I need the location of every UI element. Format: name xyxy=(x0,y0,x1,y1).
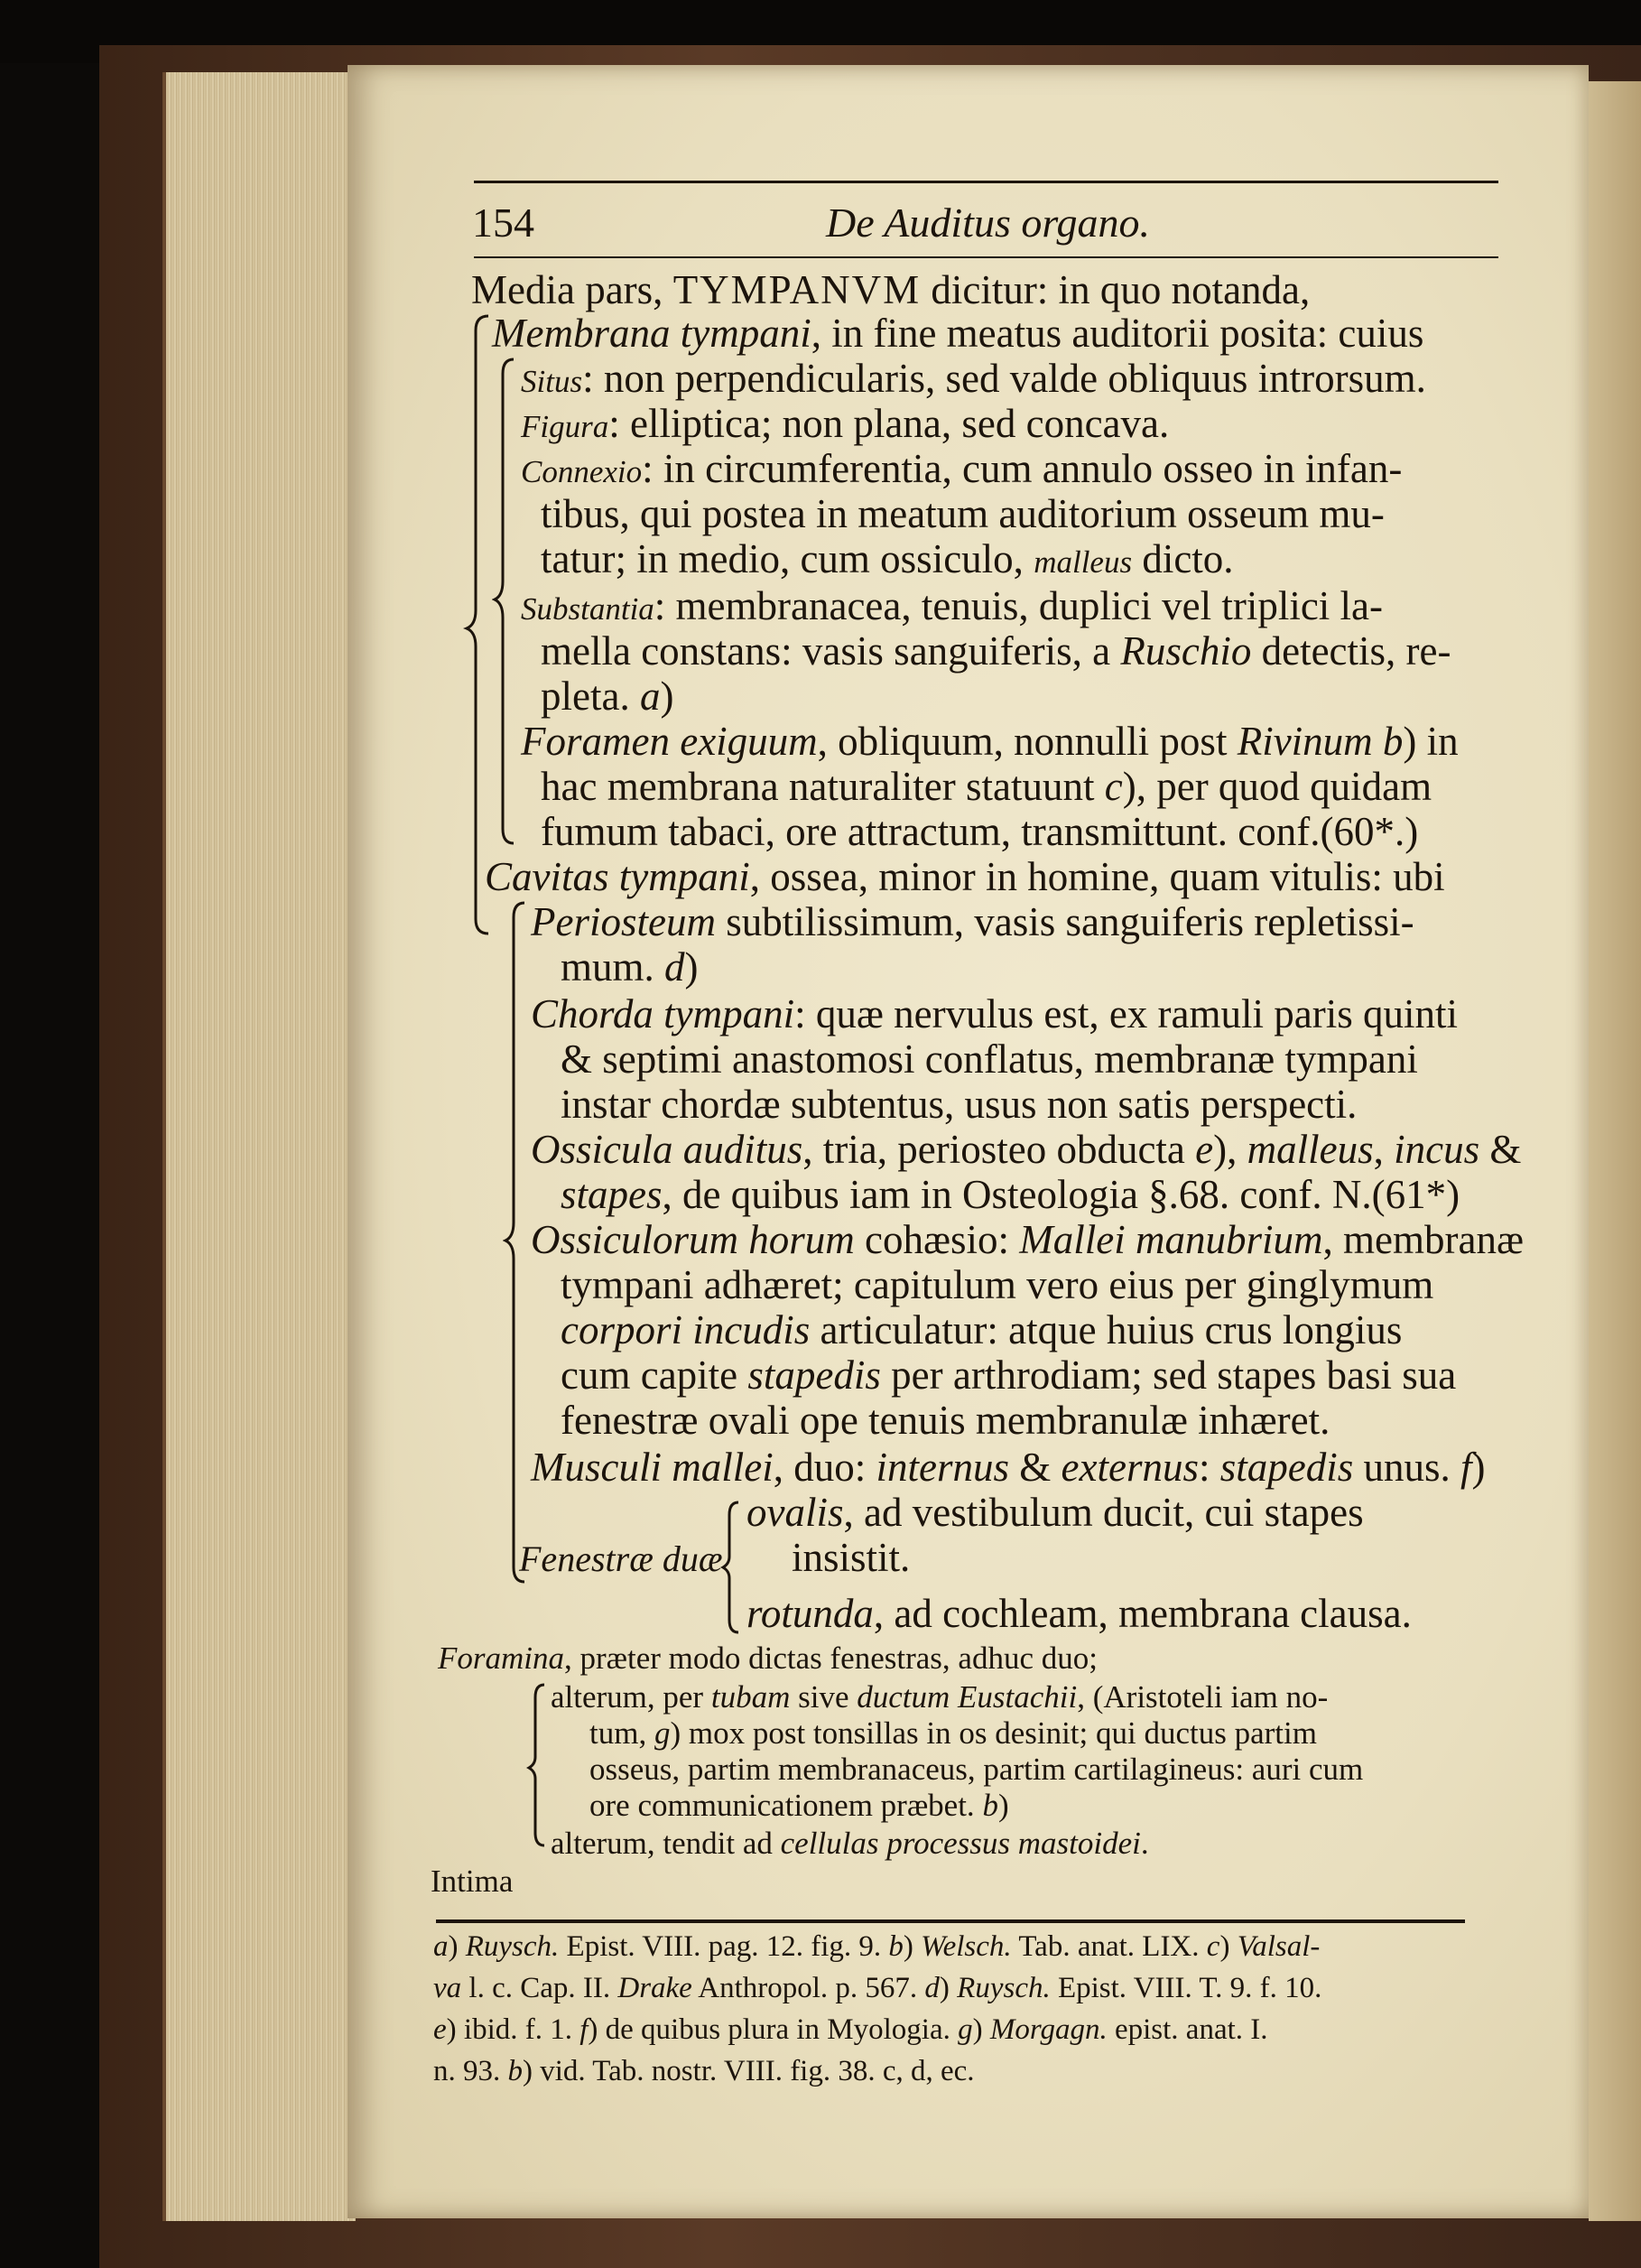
cavitas-head: Cavitas tympani, ossea, minor in homine, quam vitulis: ubi xyxy=(485,854,1445,899)
substantia-line-1: Substantia: membranacea, tenuis, duplici vel triplici la- xyxy=(521,583,1384,628)
footnote-line-1: a) Ruysch. Epist. VIII. pag. 12. fig. 9. b) Welsch. Tab. anat. LIX. c) Valsal- xyxy=(433,1930,1321,1963)
situs-line: Situs: non perpendicularis, sed valde obliquus introrsum. xyxy=(521,356,1426,401)
cohaesio-line-4: cum capite stapedis per arthrodiam; sed stapes basi sua xyxy=(561,1352,1457,1398)
chorda-line-1: Chorda tympani: quæ nervulus est, ex ramuli paris quinti xyxy=(531,991,1458,1036)
membrana-brace xyxy=(492,356,519,847)
membrana-head: Membrana tympani, in fine meatus auditorii posita: cuius xyxy=(492,311,1424,356)
periosteum-line-2: mum. d) xyxy=(561,944,699,990)
foramina-alterum-1-line-3: osseus, partim membranaceus, partim cartilagineus: auri cum xyxy=(589,1752,1364,1787)
major-brace xyxy=(463,312,494,937)
page-edges xyxy=(162,72,356,2221)
foramina-alterum-1-line-1: alterum, per tubam sive ductum Eustachii, (Aristoteli iam no- xyxy=(551,1679,1329,1715)
foramina-brace xyxy=(526,1681,550,1849)
book-page xyxy=(348,65,1589,2218)
substantia-line-2: mella constans: vasis sanguiferis, a Ruschio detectis, re- xyxy=(541,628,1451,674)
foramen-line-1: Foramen exiguum, obliquum, nonnulli post Rivinum b) in xyxy=(521,719,1459,764)
foramina-alterum-2: alterum, tendit ad cellulas processus mastoidei. xyxy=(551,1826,1149,1861)
facing-page-edge xyxy=(1589,81,1641,2221)
footnote-rule xyxy=(436,1919,1465,1923)
connexio-line-1: Connexio: in circumferentia, cum annulo osseo in infan- xyxy=(521,446,1403,491)
header-rule-bottom xyxy=(474,256,1498,258)
cohaesio-line-2: tympani adhæret; capitulum vero eius per ginglymum xyxy=(561,1262,1434,1307)
connexio-line-2: tibus, qui postea in meatum auditorium osseum mu- xyxy=(541,491,1385,536)
running-title: De Auditus organo. xyxy=(826,200,1151,246)
ovalis-line-2: insistit. xyxy=(792,1535,911,1580)
ossicula-line-1: Ossicula auditus, tria, periosteo obducta e), malleus, incus & xyxy=(531,1127,1522,1172)
cohaesio-line-1: Ossiculorum horum cohæsio: Mallei manubrium, membranæ xyxy=(531,1217,1524,1262)
chorda-line-2: & septimi anastomosi conflatus, membranæ tympani xyxy=(561,1036,1418,1082)
ossicula-line-2: stapes, de quibus iam in Osteologia §.68. conf. N.(61*) xyxy=(561,1172,1460,1217)
rotunda-line: rotunda, ad cochleam, membrana clausa. xyxy=(746,1591,1412,1636)
catchword: Intima xyxy=(431,1864,514,1899)
foramen-line-3: fumum tabaci, ore attractum, transmittunt. conf.(60*.) xyxy=(541,809,1419,854)
foramina-head: Foramina, præter modo dictas fenestras, adhuc duo; xyxy=(438,1641,1098,1676)
footnote-line-2: va l. c. Cap. II. Drake Anthropol. p. 567. d) Ruysch. Epist. VIII. T. 9. f. 10. xyxy=(433,1972,1322,2004)
foramen-line-2: hac membrana naturaliter statuunt c), per quod quidam xyxy=(541,764,1432,809)
figura-line: Figura: elliptica; non plana, sed concava. xyxy=(521,401,1170,446)
chorda-line-3: instar chordæ subtentus, usus non satis perspecti. xyxy=(561,1082,1358,1127)
cohaesio-line-3: corpori incudis articulatur: atque huius crus longius xyxy=(561,1307,1403,1352)
page-number: 154 xyxy=(472,200,534,246)
intro-line: Media pars, TYMPANVM dicitur: in quo notanda, xyxy=(471,267,1311,312)
substantia-line-3: pleta. a) xyxy=(541,674,674,719)
header-rule-top xyxy=(474,181,1498,183)
cavitas-brace xyxy=(503,899,530,1585)
footnote-line-3: e) ibid. f. 1. f) de quibus plura in Myologia. g) Morgagn. epist. anat. I. xyxy=(433,2013,1268,2046)
fenestrae-label: Fenestræ duæ xyxy=(519,1538,723,1579)
connexio-line-3: tatur; in medio, cum ossiculo, malleus dicto. xyxy=(541,536,1234,581)
foramina-alterum-1-line-4: ore communicationem præbet. b) xyxy=(589,1788,1009,1823)
fenestrae-brace xyxy=(720,1499,744,1636)
cohaesio-line-5: fenestræ ovali ope tenuis membranulæ inhæret. xyxy=(561,1398,1330,1443)
foramina-alterum-1-line-2: tum, g) mox post tonsillas in os desinit; qui ductus partim xyxy=(589,1715,1317,1751)
ovalis-line-1: ovalis, ad vestibulum ducit, cui stapes xyxy=(746,1490,1364,1535)
footnote-line-4: n. 93. b) vid. Tab. nostr. VIII. fig. 38. c, d, ec. xyxy=(433,2055,975,2087)
musculi-line: Musculi mallei, duo: internus & externus: stapedis unus. f) xyxy=(531,1445,1486,1490)
periosteum-line-1: Periosteum subtilissimum, vasis sanguiferis repletissi- xyxy=(531,899,1414,944)
